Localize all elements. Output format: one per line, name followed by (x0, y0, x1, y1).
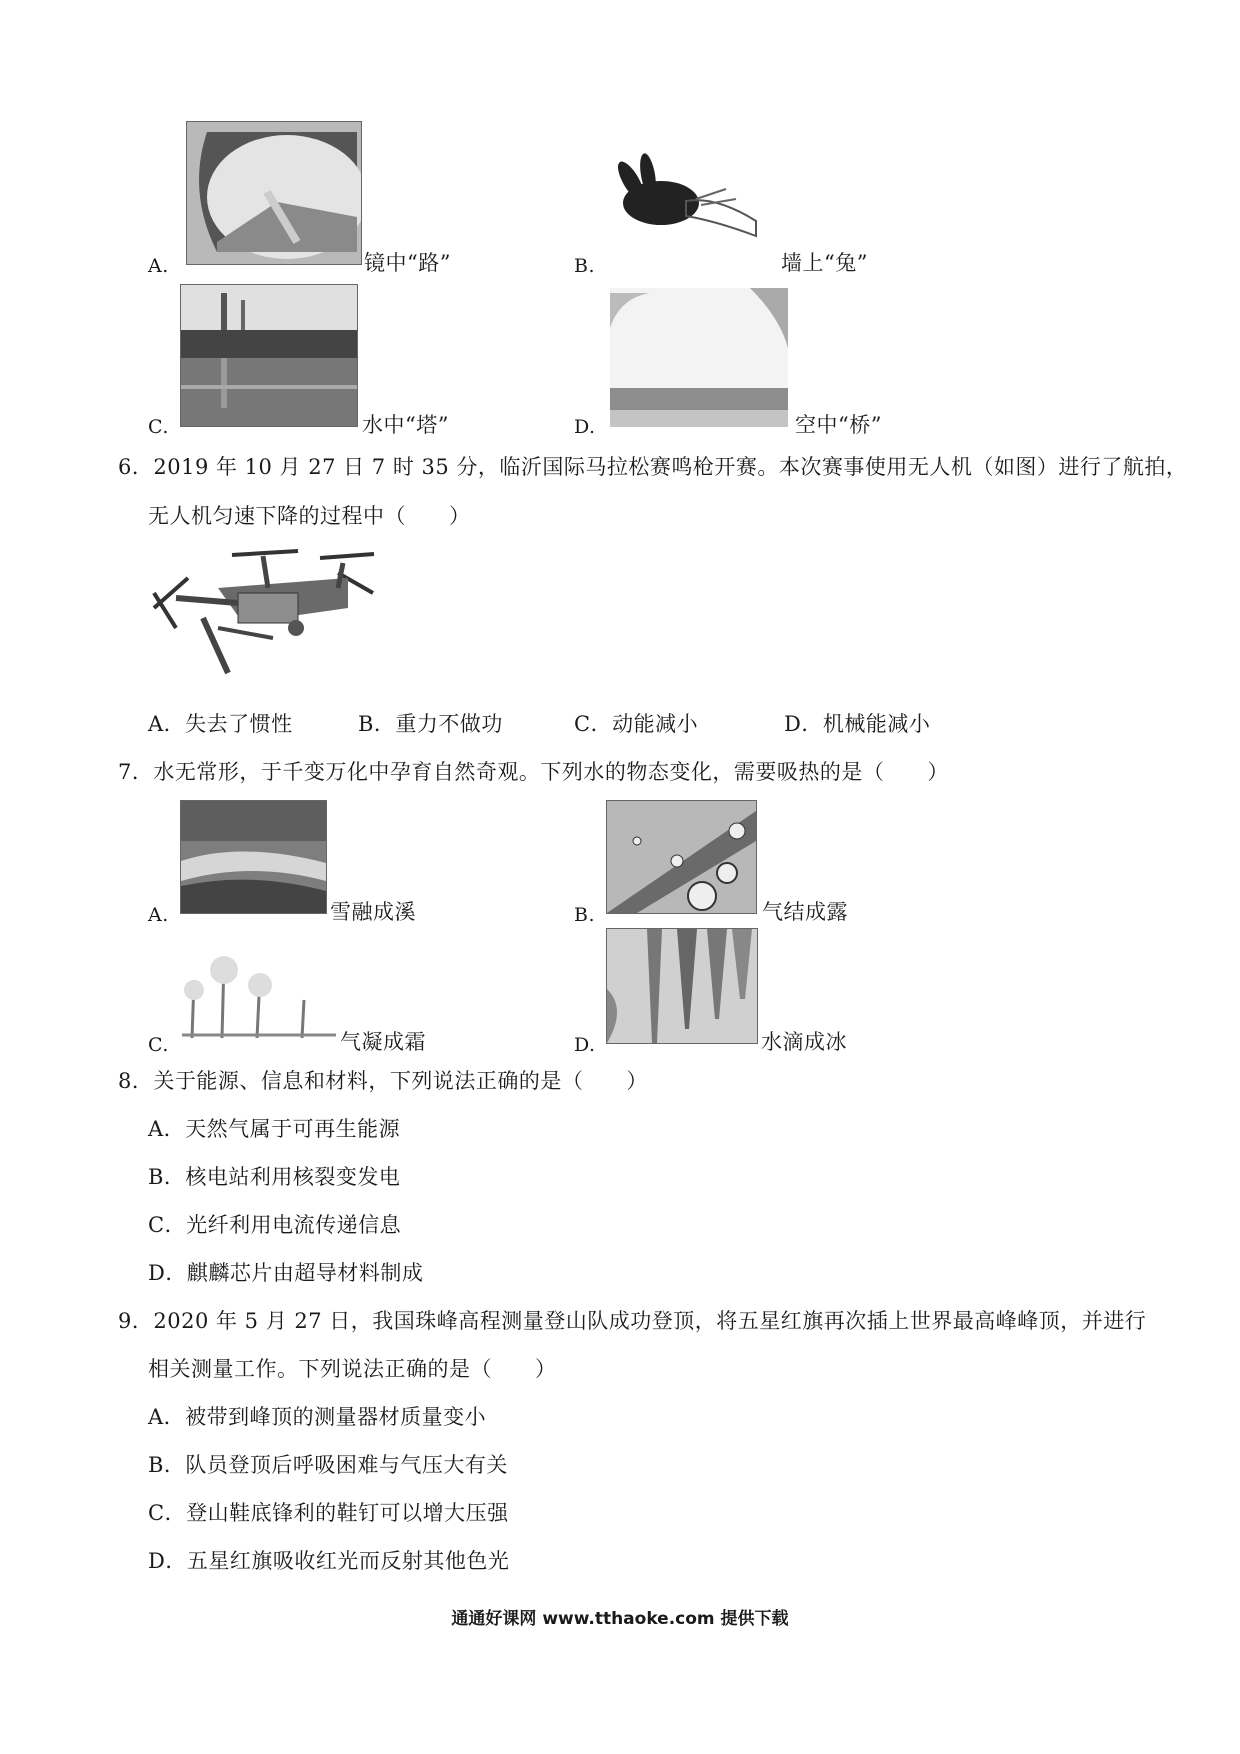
question-8-option-a: A．天然气属于可再生能源 (148, 1117, 401, 1141)
question-9-option-d: D．五星红旗吸收红光而反射其他色光 (148, 1549, 510, 1573)
option-d-caption: 空中“桥” (795, 413, 882, 437)
q7-option-c-caption: 气凝成霜 (340, 1030, 426, 1054)
q7-option-b-letter: B. (574, 904, 596, 926)
option-a-mirror-image (186, 121, 362, 265)
q7-option-c-frost-image (182, 940, 336, 1038)
question-8-stem: 8．关于能源、信息和材料，下列说法正确的是（ ） (118, 1069, 648, 1093)
drone-image (148, 548, 382, 676)
q7-option-b-dew-image (606, 800, 757, 914)
option-b-caption: 墙上“兔” (781, 251, 868, 275)
question-9-option-a: A．被带到峰顶的测量器材质量变小 (148, 1405, 487, 1429)
option-c-caption: 水中“塔” (362, 413, 449, 437)
question-6-stem-line1: 6．2019 年 10 月 27 日 7 时 35 分，临沂国际马拉松赛鸣枪开赛。本次赛事使用无人机（如图）进行了航拍， (118, 455, 1188, 479)
question-6-option-c: C．动能减小 (574, 712, 699, 736)
q7-option-d-letter: D. (574, 1034, 596, 1056)
q7-option-a-snow-melt-image (180, 800, 327, 914)
page-footer-source: 通通好课网 www.tthaoke.com 提供下载 (451, 1609, 789, 1629)
question-9-stem-line2: 相关测量工作。下列说法正确的是（ ） (148, 1357, 557, 1381)
question-8-option-b: B．核电站利用核裂变发电 (148, 1165, 401, 1189)
question-7-stem: 7．水无常形，于千变万化中孕育自然奇观。下列水的物态变化，需要吸热的是（ ） (118, 760, 949, 784)
question-6-stem-line2: 无人机匀速下降的过程中（ ） (148, 504, 471, 528)
q7-option-a-letter: A. (148, 904, 169, 926)
q7-option-c-letter: C. (148, 1034, 169, 1056)
option-d-letter: D. (574, 416, 596, 438)
option-d-rainbow-image (610, 288, 788, 427)
option-c-water-reflection-image (180, 284, 358, 427)
question-9-stem-line1: 9．2020 年 5 月 27 日，我国珠峰高程测量登山队成功登顶，将五星红旗再次插上世界最高峰峰顶，并进行 (118, 1309, 1147, 1333)
question-9-option-b: B．队员登顶后呼吸困难与气压大有关 (148, 1453, 508, 1477)
q7-option-d-caption: 水滴成冰 (761, 1030, 847, 1054)
question-6-option-a: A．失去了惯性 (148, 712, 293, 736)
option-b-shadow-rabbit-image (606, 141, 760, 262)
option-b-letter: B. (574, 255, 596, 277)
q7-option-d-icicle-image (606, 928, 758, 1044)
q7-option-a-caption: 雪融成溪 (330, 900, 416, 924)
q7-option-b-caption: 气结成露 (762, 900, 848, 924)
question-6-option-b: B．重力不做功 (358, 712, 503, 736)
option-c-letter: C. (148, 416, 169, 438)
question-9-option-c: C．登山鞋底锋利的鞋钉可以增大压强 (148, 1501, 509, 1525)
option-a-letter: A. (148, 255, 169, 277)
question-6-option-d: D．机械能减小 (784, 712, 931, 736)
question-8-option-d: D．麒麟芯片由超导材料制成 (148, 1261, 424, 1285)
option-a-caption: 镜中“路” (364, 251, 451, 275)
question-8-option-c: C．光纤利用电流传递信息 (148, 1213, 402, 1237)
